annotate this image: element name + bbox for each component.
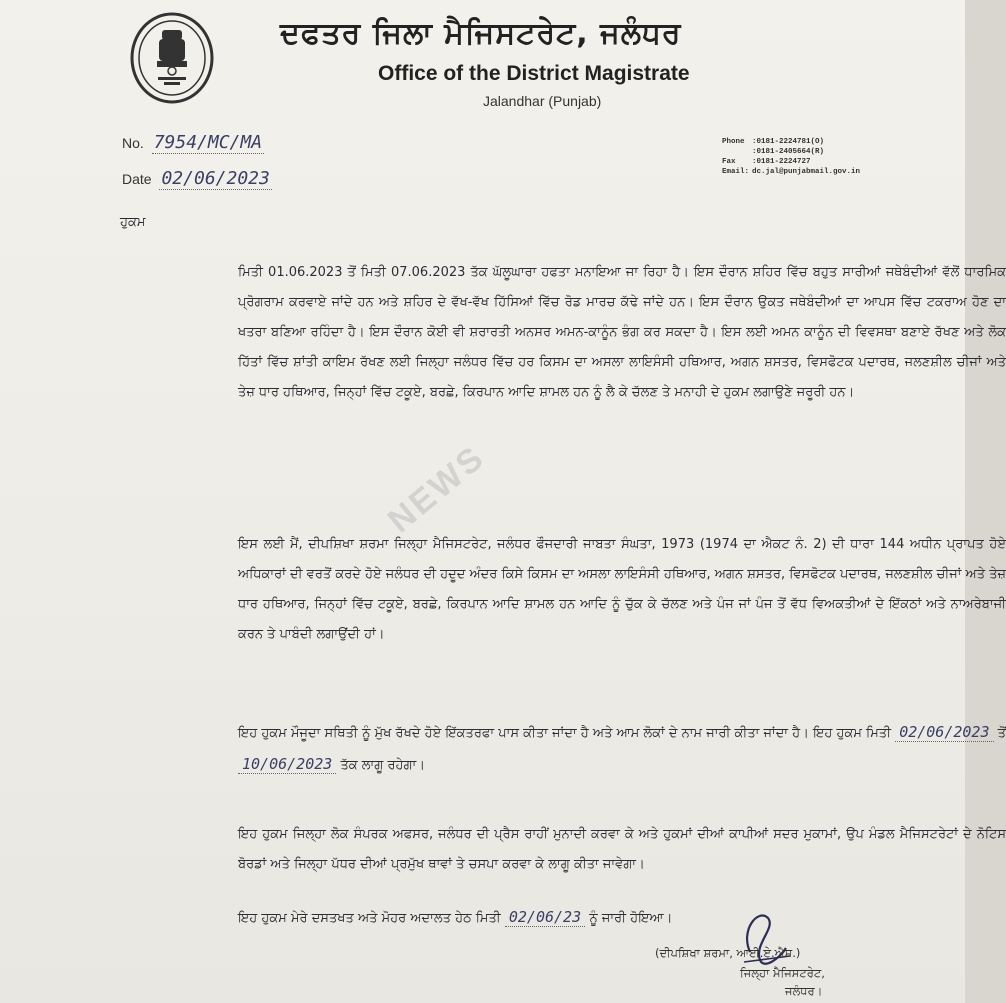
paragraph-2: ਇਸ ਲਈ ਮੈਂ, ਦੀਪਸ਼ਿਖਾ ਸ਼ਰਮਾ ਜਿਲ੍ਹਾ ਮੈਜਿਸਟਰੇਟ, ਜਲੰਧਰ ਫੌਜਦਾਰੀ ਜਾਬਤਾ ਸੰਘਤਾ, 1973 (1974 ਦਾ ਐਕਟ ਨੰ. 2) ਦੀ ਧਾਰਾ 144 ਅਧੀਨ ਪ੍ਰਾਪਤ ਹੋਏ ਅਧਿਕਾਰਾਂ ਦੀ ਵਰਤੋਂ ਕਰਦੇ ਹੋਏ ਜਲੰਧਰ ਦੀ ਹਦੂਦ ਅੰਦਰ ਕਿਸੇ ਕਿਸਮ ਦਾ ਅਸਲਾ ਲਾਇਸੰਸੀ ਹਥਿਆਰ, ਅਗਨ ਸ਼ਸਤਰ, ਵਿਸਫੋਟਕ ਪਦਾਰਥ, ਜਲਣਸ਼ੀਲ ਚੀਜਾਂ ਅਤੇ ਤੇਜ਼ ਧਾਰ ਹਥਿਆਰ, ਜਿਨ੍ਹਾਂ ਵਿੱਚ ਟਕੂਏ, ਬਰਛੇ, ਕਿਰਪਾਨ ਆਦਿ ਸ਼ਾਮਲ ਹਨ ਆਦਿ ਨੂੰ ਚੁੱਕ ਕੇ ਚੱਲਣ ਅਤੇ ਪੰਜ ਜਾਂ ਪੰਜ ਤੋਂ ਵੱਧ ਵਿਅਕਤੀਆਂ ਦੇ ਇੱਕਠਾਂ ਅਤੇ ਨਾਅਰੇਬਾਜੀ ਕਰਨ ਤੇ ਪਾਬੰਦੀ ਲਗਾਉਂਦੀ ਹਾਂ। [238,537,1006,642]
issue-date: 02/06/23 [505,908,585,927]
reference-number-label: No. [122,135,144,151]
fax-label: Fax [722,158,736,166]
paragraph-3 [120,717,1006,781]
reference-number-value: 7954/MC/MA [153,132,263,153]
order-heading: ਹੁਕਮ [120,215,146,230]
order-end-date: 10/06/2023 [238,755,336,774]
office-title-punjabi: ਦਫਤਰ ਜਿਲਾ ਮੈਜਿਸਟਰੇਟ, ਜਲੰਧਰ [280,16,682,51]
paragraph-3-text-b: ਤੱਕ ਲਾਗੂ ਰਹੇਗਾ। [340,758,426,773]
email-address: dc.jal@punjabmail.gov.in [752,168,861,176]
signatory-city: ਜਲੰਧਰ। [785,984,823,998]
email-label: Email: [722,168,750,176]
fax-number: :0181-2224727 [752,158,811,166]
contact-block [722,137,902,177]
news-watermark: NEWS [380,437,493,541]
paragraph-5-text-b: ਨੂੰ ਜਾਰੀ ਹੋਇਆ। [589,911,673,926]
signatory-designation: ਜਿਲ੍ਹਾ ਮੈਜਿਸਟਰੇਟ, [740,966,825,980]
paragraph-3-text-mid: ਤੋਂ [997,726,1006,741]
date-row [122,168,272,189]
paragraph-5-text-a: ਇਹ ਹੁਕਮ ਮੇਰੇ ਦਸਤਖਤ ਅਤੇ ਮੋਹਰ ਅਦਾਲਤ ਹੇਠ ਮਿਤੀ [238,911,501,926]
date-label: Date [122,171,152,187]
signatory-name: (ਦੀਪਸ਼ਿਖਾ ਸ਼ਰਮਾ, ਆਈ.ਏ.ਐਸ.) [655,946,801,960]
paragraph-5 [120,902,1006,934]
paragraph-1: ਮਿਤੀ 01.06.2023 ਤੋਂ ਮਿਤੀ 07.06.2023 ਤੱਕ ਘੱਲੂਘਾਰਾ ਹਫਤਾ ਮਨਾਇਆ ਜਾ ਰਿਹਾ ਹੈ। ਇਸ ਦੌਰਾਨ ਸ਼ਹਿਰ ਵਿੱਚ ਬਹੁਤ ਸਾਰੀਆਂ ਜਥੇਬੰਦੀਆਂ ਵੱਲੋਂ ਧਾਰਮਿਕ ਪ੍ਰੋਗਰਾਮ ਕਰਵਾਏ ਜਾਂਦੇ ਹਨ ਅਤੇ ਸ਼ਹਿਰ ਦੇ ਵੱਖ-ਵੱਖ ਹਿੱਸਿਆਂ ਵਿੱਚ ਰੋਡ ਮਾਰਚ ਕੱਢੇ ਜਾਂਦੇ ਹਨ। ਇਸ ਦੌਰਾਨ ਉਕਤ ਜਥੇਬੰਦੀਆਂ ਦਾ ਆਪਸ ਵਿੱਚ ਟਕਰਾਅ ਹੋਣ ਦਾ ਖਤਰਾ ਬਣਿਆ ਰਹਿੰਦਾ ਹੈ। ਇਸ ਦੌਰਾਨ ਕੋਈ ਵੀ ਸ਼ਰਾਰਤੀ ਅਨਸਰ ਅਮਨ-ਕਾਨੂੰਨ ਭੰਗ ਕਰ ਸਕਦਾ ਹੈ। ਇਸ ਲਈ ਅਮਨ ਕਾਨੂੰਨ ਦੀ ਵਿਵਸਥਾ ਬਣਾਏ ਰੱਖਣ ਅਤੇ ਲੋਕ ਹਿੱਤਾਂ ਵਿੱਚ ਸ਼ਾਂਤੀ ਕਾਇਮ ਰੱਖਣ ਲਈ ਜਿਲ੍ਹਾ ਜਲੰਧਰ ਵਿੱਚ ਹਰ ਕਿਸਮ ਦਾ ਅਸਲਾ ਲਾਇਸੰਸੀ ਹਥਿਆਰ, ਅਗਨ ਸ਼ਸਤਰ, ਵਿਸਫੋਟਕ ਪਦਾਰਥ, ਜਲਣਸ਼ੀਲ ਚੀਜਾਂ ਅਤੇ ਤੇਜ਼ ਧਾਰ ਹਥਿਆਰ, ਜਿਨ੍ਹਾਂ ਵਿੱਚ ਟਕੂਏ, ਬਰਛੇ, ਕਿਰਪਾਨ ਆਦਿ ਸ਼ਾਮਲ ਹਨ ਨੂੰ ਲੈ ਕੇ ਚੱਲਣ ਤੇ ਮਨਾਹੀ ਦੇ ਹੁਕਮ ਲਗਾਉਣੇ ਜਰੂਰੀ ਹਨ। [238,265,1006,400]
paragraph-3-text-a: ਇਹ ਹੁਕਮ ਮੌਜੂਦਾ ਸਥਿਤੀ ਨੂੰ ਮੁੱਖ ਰੱਖਦੇ ਹੋਏ ਇੱਕਤਰਫਾ ਪਾਸ ਕੀਤਾ ਜਾਂਦਾ ਹੈ ਅਤੇ ਆਮ ਲੋਕਾਂ ਦੇ ਨਾਮ ਜਾਰੀ ਕੀਤਾ ਜਾਂਦਾ ਹੈ। ਇਹ ਹੁਕਮ ਮਿਤੀ [238,726,892,741]
reference-number-row [122,132,264,153]
order-start-date: 02/06/2023 [895,723,993,742]
paragraph-4: ਇਹ ਹੁਕਮ ਜਿਲ੍ਹਾ ਲੋਕ ਸੰਪਰਕ ਅਫਸਰ, ਜਲੰਧਰ ਦੀ ਪ੍ਰੈਸ ਰਾਹੀਂ ਮੁਨਾਦੀ ਕਰਵਾ ਕੇ ਅਤੇ ਹੁਕਮਾਂ ਦੀਆਂ ਕਾਪੀਆਂ ਸਦਰ ਮੁਕਾਮਾਂ, ਉਪ ਮੰਡਲ ਮੈਜਿਸਟਰੇਟਾਂ ਦੇ ਨੋਟਿਸ ਬੋਰਡਾਂ ਅਤੇ ਜਿਲ੍ਹਾ ਪੱਧਰ ਦੀਆਂ ਪ੍ਰਮੁੱਖ ਥਾਵਾਂ ਤੇ ਚਸਪਾ ਕਰਵਾ ਕੇ ਲਾਗੂ ਕੀਤਾ ਜਾਵੇਗਾ। [238,827,1006,872]
phone-label: Phone [722,138,745,146]
office-location: Jalandhar (Punjab) [483,93,602,109]
phone-residence: :0181-2405664(R) [752,148,825,156]
phone-office: :0181-2224781(O) [752,138,825,146]
date-value: 02/06/2023 [161,168,270,189]
state-emblem-icon [128,12,216,108]
office-title-english: Office of the District Magistrate [378,62,690,85]
